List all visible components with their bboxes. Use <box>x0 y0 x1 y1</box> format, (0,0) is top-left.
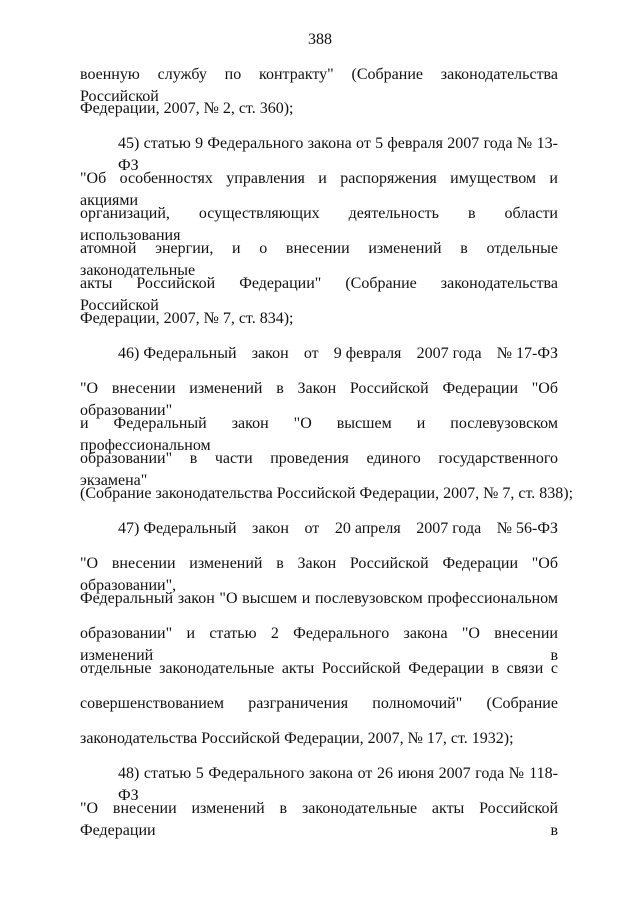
text-line: "О внесении изменений в Закон Российской Федерации "Об образовании", <box>80 555 558 594</box>
list-item-45-line: 45) статью 9 Федерального закона от 5 февраля 2007 года № 13-ФЗ <box>118 135 558 174</box>
word: закон <box>251 345 289 362</box>
text-line: организаций, осуществляющих деятельность в области использования <box>80 205 558 244</box>
word: 20 апреля <box>334 520 401 537</box>
word: от <box>304 520 320 537</box>
text-line: атомной энергии, и о внесении изменений в отдельные законодательные <box>80 240 558 279</box>
list-item-48-line: 48) статью 5 Федерального закона от 26 июня 2007 года № 118-ФЗ <box>118 765 558 804</box>
text-line: отдельные законодательные акты Российской Федерации в связи с <box>80 660 558 677</box>
text-line: "О внесении изменений в законодательные акты Российской Федерации в <box>80 800 558 839</box>
page-number: 388 <box>308 31 332 48</box>
word: закон <box>252 520 289 537</box>
text-line: Федерации, 2007, № 2, ст. 360); <box>80 100 294 117</box>
word: 2007 года <box>416 345 482 362</box>
text-line: военную службу по контракту" (Собрание законодательства Российской <box>80 66 558 105</box>
text-line: и Федеральный закон "О высшем и послевузовском профессиональном <box>80 415 558 454</box>
text-line: Федеральный закон "О высшем и послевузовском профессиональном <box>80 590 558 607</box>
word: 47) Федеральный <box>118 520 237 537</box>
word: разграничения <box>248 695 349 712</box>
word: совершенствованием <box>80 695 224 712</box>
text-line: образовании" и статью 2 Федерального закона "О внесении изменений в <box>80 625 558 664</box>
word: 2007 года <box>416 520 482 537</box>
word: 9 февраля <box>333 345 402 362</box>
word: полномочий" <box>372 695 463 712</box>
text-line: "Об особенностях управления и распоряжения имуществом и акциями <box>80 170 558 209</box>
word: 46) Федеральный <box>118 345 237 362</box>
word: № 56-ФЗ <box>496 520 558 537</box>
text-line: Федерации, 2007, № 7, ст. 834); <box>80 310 294 327</box>
word: (Собрание <box>486 695 558 712</box>
list-item-46-line <box>118 343 558 365</box>
word: № 17-ФЗ <box>496 345 558 362</box>
text-line: "О внесении изменений в Закон Российской Федерации "Об образовании" <box>80 380 558 419</box>
word: от <box>303 345 319 362</box>
text-line <box>80 693 558 715</box>
text-line: законодательства Российской Федерации, 2007, № 17, ст. 1932); <box>80 730 514 747</box>
text-line: акты Российской Федерации" (Собрание законодательства Российской <box>80 275 558 314</box>
list-item-47-line <box>118 518 558 540</box>
text-line: (Собрание законодательства Российской Федерации, 2007, № 7, ст. 838); <box>80 485 574 502</box>
text-line: образовании" в части проведения единого государственного экзамена" <box>80 450 558 489</box>
